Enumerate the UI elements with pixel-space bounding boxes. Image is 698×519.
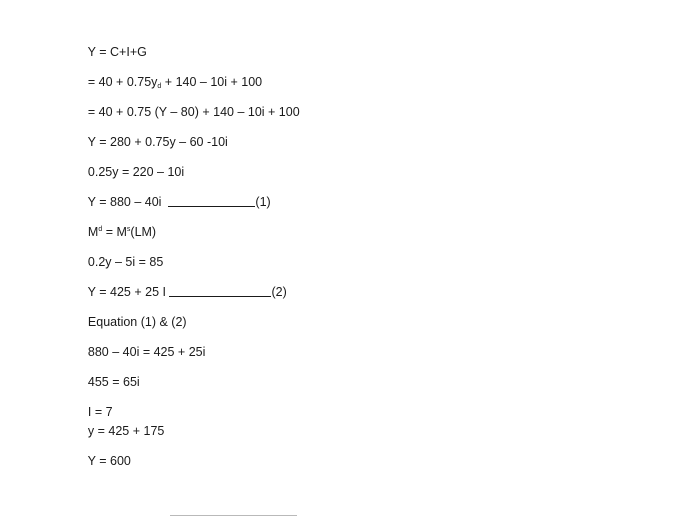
equation-text: I = 7 [87, 405, 113, 419]
equation-text: 880 – 40i = 425 + 25i [87, 345, 206, 359]
equation-text: Y = 880 – 40i [87, 195, 169, 209]
equation-line [74, 118, 228, 149]
equation-line [74, 208, 157, 239]
equation-text: 0.25y = 220 – 10i [87, 165, 185, 179]
equation-text: + 140 – 10i + 100 [161, 75, 263, 89]
equation-text: 455 = 65i [87, 375, 140, 389]
equation-text: 0.2y – 5i = 85 [87, 255, 164, 269]
equation-line [74, 88, 300, 119]
equation-text: Y = 280 + 0.75y – 60 -10i [87, 135, 228, 149]
equation-text: Equation (1) & (2) [87, 315, 187, 329]
equation-text: Y = 600 [87, 454, 131, 468]
equation-line [74, 358, 140, 389]
equation-line [74, 298, 187, 329]
underline-blank [168, 195, 255, 207]
equation-text: Y = 425 + 25 I [87, 285, 170, 299]
superscript: d [98, 226, 103, 233]
equation-line [74, 238, 164, 269]
equation-text: = M [102, 225, 127, 239]
equation-line [74, 148, 185, 179]
equation-number: (1) [255, 195, 271, 209]
equation-line [74, 58, 263, 90]
superscript: s [126, 226, 131, 233]
equation-text: Y = C+I+G [87, 45, 147, 59]
footnote-separator [170, 515, 297, 516]
equation-text: (LM) [130, 225, 157, 239]
equation-line [74, 407, 165, 438]
equation-text: y = 425 + 175 [87, 424, 165, 438]
equation-line [74, 437, 131, 468]
subscript: d [157, 83, 162, 90]
equation-line [74, 328, 206, 359]
equation-number: (2) [271, 285, 287, 299]
equation-line [74, 28, 147, 59]
equation-line-2 [74, 268, 287, 299]
equation-line [74, 388, 113, 419]
equation-text: M [87, 225, 99, 239]
equation-text: = 40 + 0.75y [87, 75, 158, 89]
equation-line-1 [74, 178, 271, 209]
equation-text: = 40 + 0.75 (Y – 80) + 140 – 10i + 100 [87, 105, 300, 119]
underline-blank [169, 285, 271, 297]
